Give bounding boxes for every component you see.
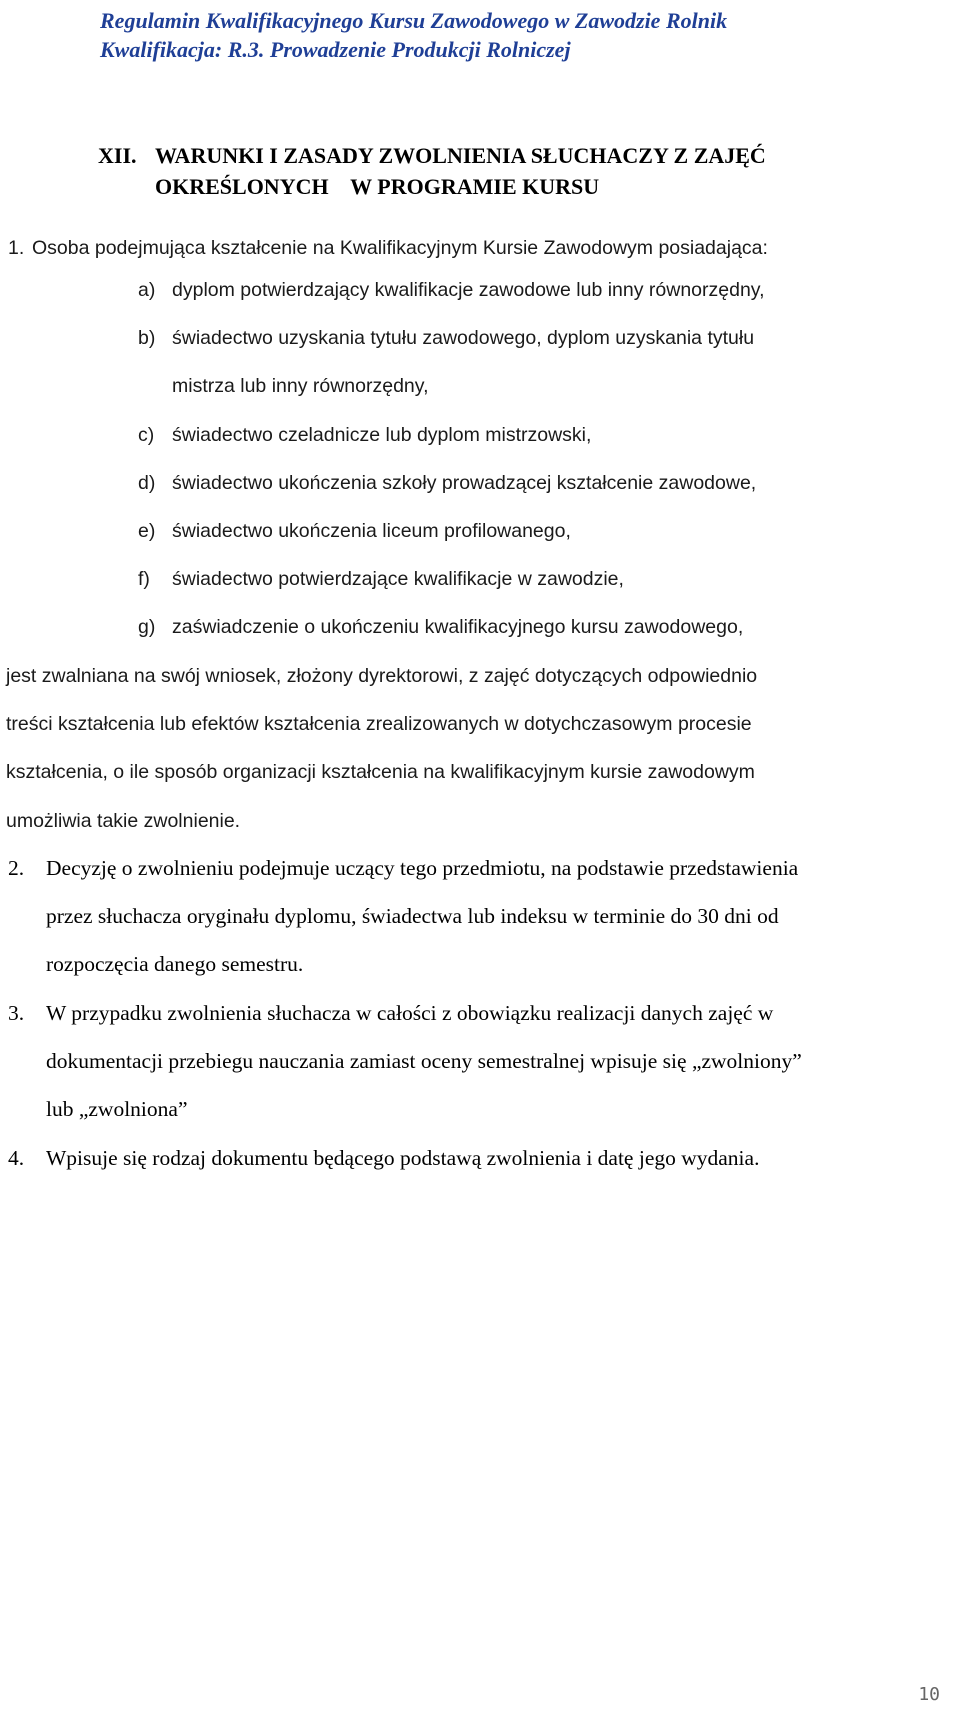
list-item-text: świadectwo uzyskania tytułu zawodowego, dyplom uzyskania tytułu bbox=[172, 327, 755, 349]
conclusion-line: umożliwia takie zwolnienie. bbox=[6, 810, 241, 832]
point-1-intro: Osoba podejmująca kształcenie na Kwalifikacyjnym Kursie Zawodowym posiadająca: bbox=[32, 237, 768, 259]
conclusion-line: jest zwalniana na swój wniosek, złożony dyrektorowi, z zajęć dotyczących odpowiednio bbox=[6, 665, 758, 687]
list-item-label: d) bbox=[138, 472, 156, 494]
point-1-number: 1. bbox=[8, 237, 25, 259]
page-number: 10 bbox=[918, 1684, 940, 1705]
paragraph-line: lub „zwolniona” bbox=[46, 1097, 188, 1121]
header-line-1: Regulamin Kwalifikacyjnego Kursu Zawodowego w Zawodzie Rolnik bbox=[100, 8, 728, 33]
section-title-line-2: OKREŚLONYCH W PROGRAMIE KURSU bbox=[155, 174, 600, 199]
list-item-continuation: mistrza lub inny równorzędny, bbox=[172, 375, 429, 397]
list-item-label: c) bbox=[138, 424, 155, 446]
document-header bbox=[100, 6, 880, 64]
list-item-text: świadectwo potwierdzające kwalifikacje w zawodzie, bbox=[172, 568, 624, 590]
list-item-label: a) bbox=[138, 279, 156, 301]
paragraph-line: Wpisuje się rodzaj dokumentu będącego podstawą zwolnienia i datę jego wydania. bbox=[46, 1146, 760, 1170]
section-number: XII. bbox=[98, 143, 137, 168]
paragraph-line: W przypadku zwolnienia słuchacza w całości z obowiązku realizacji danych zajęć w bbox=[46, 1001, 774, 1025]
point-4-number: 4. bbox=[8, 1146, 25, 1170]
conclusion-line: treści kształcenia lub efektów kształcenia zrealizowanych w dotychczasowym procesie bbox=[6, 713, 752, 735]
section-title-line-1: WARUNKI I ZASADY ZWOLNIENIA SŁUCHACZY Z ZAJĘĆ bbox=[155, 143, 766, 168]
list-item-label: e) bbox=[138, 520, 156, 542]
list-item-label: g) bbox=[138, 616, 156, 638]
paragraph-line: przez słuchacza oryginału dyplomu, świadectwa lub indeksu w terminie do 30 dni od bbox=[46, 904, 779, 928]
conclusion-line: kształcenia, o ile sposób organizacji kształcenia na kwalifikacyjnym kursie zawodowym bbox=[6, 761, 755, 783]
point-2-number: 2. bbox=[8, 856, 25, 880]
list-item-text: świadectwo ukończenia liceum profilowanego, bbox=[172, 520, 571, 542]
point-3-number: 3. bbox=[8, 1001, 25, 1025]
list-item-text: świadectwo czeladnicze lub dyplom mistrzowski, bbox=[172, 424, 592, 446]
list-item-text: dyplom potwierdzający kwalifikacje zawodowe lub inny równorzędny, bbox=[172, 279, 765, 301]
list-item-label: f) bbox=[138, 568, 150, 590]
header-line-2: Kwalifikacja: R.3. Prowadzenie Produkcji Rolniczej bbox=[100, 37, 571, 62]
list-item-label: b) bbox=[138, 327, 156, 349]
list-item-text: świadectwo ukończenia szkoły prowadzącej kształcenie zawodowe, bbox=[172, 472, 757, 494]
paragraph-line: Decyzję o zwolnieniu podejmuje uczący tego przedmiotu, na podstawie przedstawienia bbox=[46, 856, 799, 880]
list-item-text: zaświadczenie o ukończeniu kwalifikacyjnego kursu zawodowego, bbox=[172, 616, 744, 638]
paragraph-line: dokumentacji przebiegu nauczania zamiast oceny semestralnej wpisuje się „zwolniony” bbox=[46, 1049, 802, 1073]
paragraph-line: rozpoczęcia danego semestru. bbox=[46, 952, 304, 976]
